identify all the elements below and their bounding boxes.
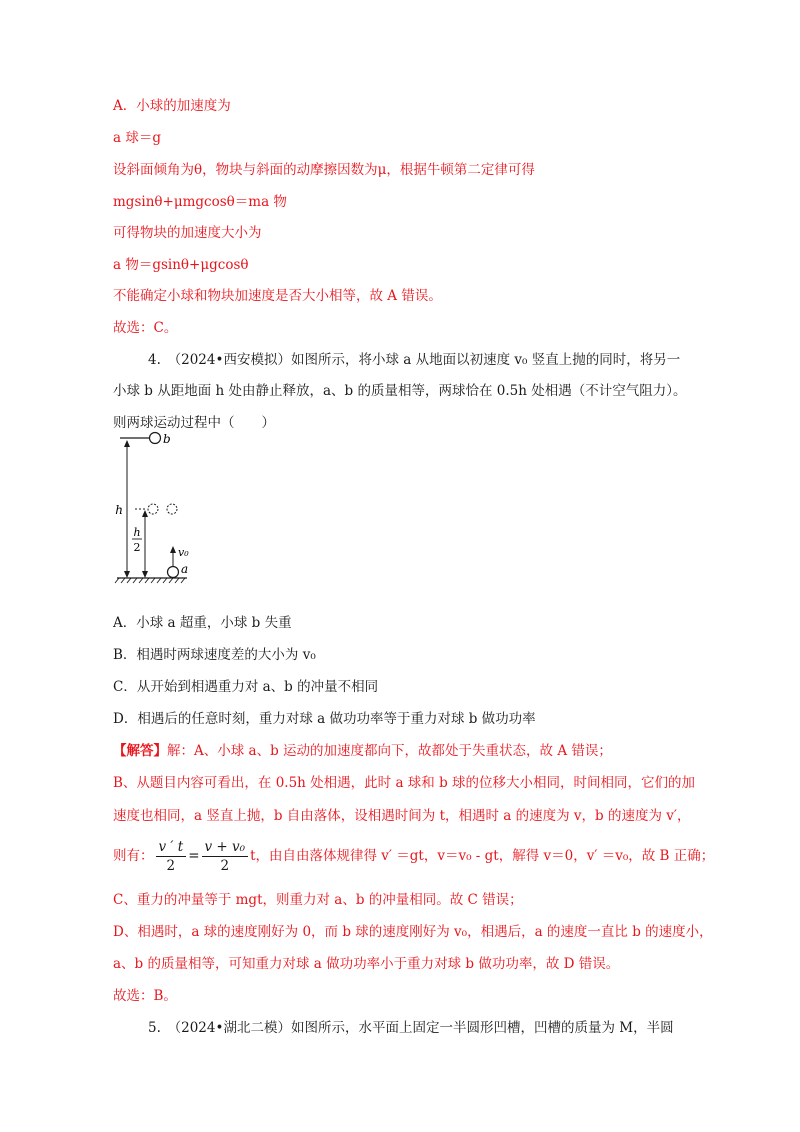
sol3-line-2: a 球＝g	[113, 130, 161, 146]
sol3-line-5: 可得物块的加速度大小为	[113, 225, 262, 241]
q4-stem-line-3: 则两球运动过程中（ ）	[113, 415, 275, 431]
q5-stem-line-1: 5. （2024•湖北二模）如图所示，水平面上固定一半圆形凹槽，凹槽的质量为 M，半圆	[148, 1020, 674, 1036]
sol3-line-6: a 物＝gsinθ+μgcosθ	[113, 257, 249, 273]
q4-option-a: A．小球 a 超重，小球 b 失重	[113, 615, 292, 631]
label-v0: v₀	[178, 546, 189, 559]
q4-option-b: B．相遇时两球速度差的大小为 v₀	[113, 647, 316, 663]
sol3-answer: 故选：C。	[113, 320, 178, 336]
q4-stem-line-2: 小球 b 从距地面 h 处由静止释放，a、b 的质量相等，两球恰在 0.5h 处相遇（不计空气阻力）。	[113, 383, 687, 399]
label-half-num: h	[133, 526, 141, 539]
ball-a-icon	[168, 567, 179, 578]
q4-figure	[105, 425, 225, 590]
sol4-line-3: 速度也相同，a 竖直上抛，b 自由落体，设相遇时间为 t，相遇时 a 的速度为 v，b 的速度为 v′，	[113, 808, 691, 824]
sol4-answer: 故选：B。	[113, 988, 177, 1004]
sol4-line-1: 【解答】解：A、小球 a、b 运动的加速度都向下，故都处于失重状态，故 A 错误；	[113, 743, 612, 759]
fraction-1: $\frac{v ' t}{2}$	[156, 838, 187, 875]
fraction-2: $\frac{\text{v + v₀}}{2}$	[202, 838, 249, 875]
q4-stem-line-1: 4. （2024•西安模拟）如图所示，将小球 a 从地面以初速度 v₀ 竖直上抛的同时，将另一	[148, 352, 681, 368]
label-h: h	[115, 503, 123, 517]
sol3-line-4: mgsinθ+μmgcosθ＝ma 物	[113, 194, 287, 210]
ground-hatch	[115, 578, 185, 583]
sol3-line-3: 设斜面倾角为θ，物块与斜面的动摩擦因数为μ，根据牛顿第二定律可得	[113, 162, 535, 178]
sol3-line-1: A．小球的加速度为	[113, 98, 231, 114]
meet-ball-icon	[167, 504, 177, 514]
ball-b-icon	[150, 433, 161, 444]
q4-option-c: C．从开始到相遇重力对 a、b 的冲量不相同	[113, 679, 379, 695]
meet-ball-icon	[148, 504, 158, 514]
sol4-line-7: a、b 的质量相等，可知重力对球 a 做功功率小于重力对球 b 做功功率，故 D 错误。	[113, 956, 620, 972]
label-a: a	[181, 562, 189, 576]
sol4-equation-line: 则有： $\frac{v ' t}{2}$ = $\frac{\text{v + v₀}}{2}$ t，由自由落体规律得 v′ ＝gt，v＝v₀ - gt，解得 v＝0，v′ ＝v₀，故 B 正确；	[113, 839, 715, 874]
label-half-den: 2	[133, 541, 141, 554]
sol4-line-2: B、从题目内容可看出，在 0.5h 处相遇，此时 a 球和 b 球的位移大小相同，时间相同，它们的加	[113, 775, 696, 791]
q4-option-d: D．相遇后的任意时刻，重力对球 a 做功功率等于重力对球 b 做功功率	[113, 711, 536, 727]
label-b: b	[163, 432, 171, 446]
answer-tag: 【解答】	[113, 743, 167, 759]
sol4-line-6: D、相遇时，a 球的速度刚好为 0，而 b 球的速度刚好为 v₀，相遇后，a 的速度一直比 b 的速度小，	[113, 924, 713, 940]
sol3-line-7: 不能确定小球和物块加速度是否大小相等，故 A 错误。	[113, 288, 442, 304]
sol4-line-5: C、重力的冲量等于 mgt，则重力对 a、b 的冲量相同。故 C 错误；	[113, 892, 523, 908]
